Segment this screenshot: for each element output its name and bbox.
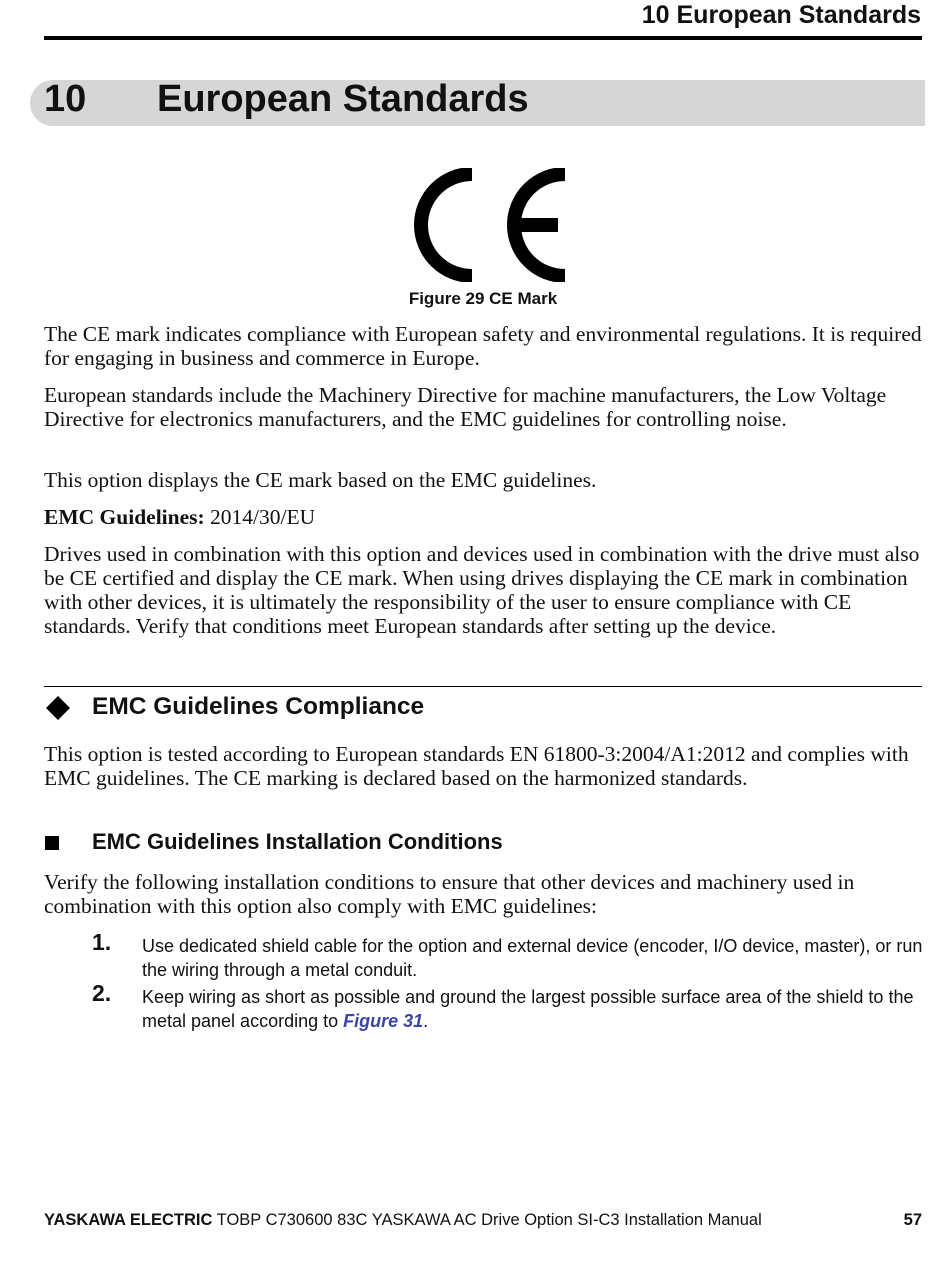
emc-guidelines-value: 2014/30/EU <box>204 505 316 529</box>
emc-guidelines-label: EMC Guidelines: <box>44 505 205 529</box>
header-rule <box>44 36 922 40</box>
step-text <box>142 985 927 1033</box>
page-number: 57 <box>903 1211 922 1229</box>
ce-mark-logo <box>408 168 570 282</box>
footer-brand: YASKAWA ELECTRIC <box>44 1211 213 1229</box>
section-rule <box>44 686 922 687</box>
chapter-title: European Standards <box>157 78 529 120</box>
square-icon <box>45 836 59 850</box>
footer <box>44 1211 762 1230</box>
paragraph-ce-mark: The CE mark indicates compliance with European safety and environmental regulations. It is required for engaging in business and commerce in Europe. <box>44 322 922 370</box>
subsection-intro: Verify the following installation conditions to ensure that other devices and machinery used in combination with this option also comply with EMC guidelines: <box>44 870 855 918</box>
diamond-icon <box>46 696 70 720</box>
subsection-title: EMC Guidelines Installation Conditions <box>92 829 503 854</box>
step-text: Use dedicated shield cable for the option and external device (encoder, I/O device, master), or run the wiring through a metal conduit. <box>142 936 923 980</box>
figure-caption: Figure 29 CE Mark <box>408 289 558 308</box>
paragraph-option-ce: This option displays the CE mark based on the EMC guidelines. <box>44 468 597 492</box>
chapter-number: 10 <box>44 78 87 120</box>
step-text-part: Keep wiring as short as possible and ground the largest possible surface area of the shield to the metal panel according to <box>142 987 914 1031</box>
step-number: 2. <box>92 980 112 1006</box>
paragraph-drives: Drives used in combination with this option and devices used in combination with the drive must also be CE certified and display the CE mark. When using drives displaying the CE mark in combination with other devices, it is ultimately the responsibility of the user to ensure compliance with CE standards. Verify that conditions meet European standards after setting up the device. <box>44 542 920 638</box>
section-body: This option is tested according to European standards EN 61800-3:2004/A1:2012 and complies with EMC guidelines. The CE marking is declared based on the harmonized standards. <box>44 742 909 790</box>
running-header: 10 European Standards <box>641 1 921 29</box>
footer-document-title: TOBP C730600 83C YASKAWA AC Drive Option SI-C3 Installation Manual <box>212 1211 762 1229</box>
step-text-part: . <box>423 1011 429 1031</box>
paragraph-european-standards: European standards include the Machinery Directive for machine manufacturers, the Low Voltage Directive for electronics manufacturers, and the EMC guidelines for controlling noise. <box>44 383 887 431</box>
step-number: 1. <box>92 929 112 955</box>
figure-31-link[interactable]: Figure 31 <box>343 1011 424 1031</box>
emc-guidelines-line <box>44 505 924 529</box>
section-title: EMC Guidelines Compliance <box>92 693 425 720</box>
